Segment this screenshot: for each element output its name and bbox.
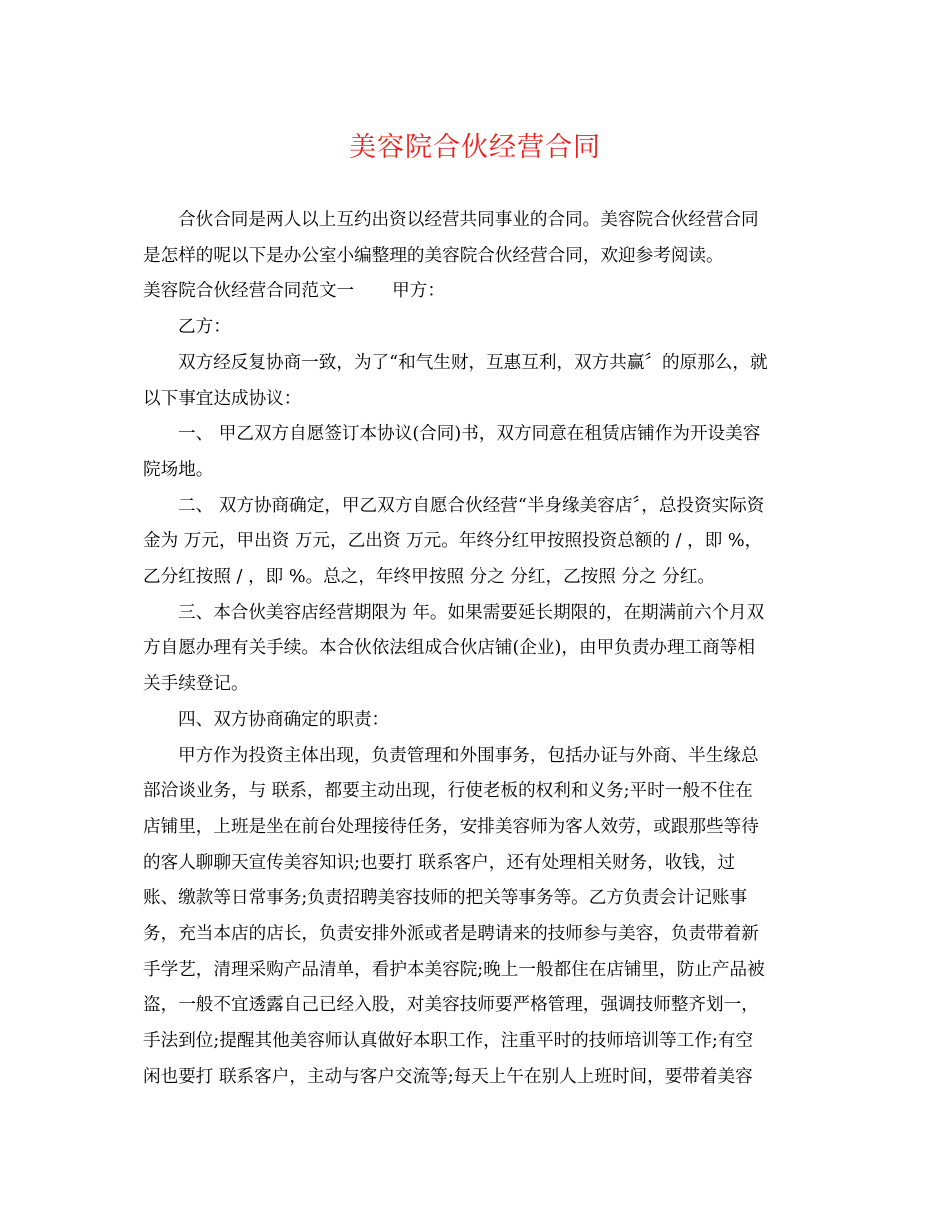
text-line: 甲方作为投资主体出现，负责管理和外围事务，包括办证与外商、半生缘总 <box>178 745 759 766</box>
text-line: 乙分红按照 / ，即 %。总之，年终甲按照 分之 分红，乙按照 分之 分红。 <box>143 567 716 588</box>
text-line: 二、 双方协商确定，甲乙双方自愿合伙经营“半身缘美容店〞，总投资实际资 <box>178 495 765 516</box>
party-a-label: 甲方： <box>392 281 445 302</box>
clause-4-body <box>143 739 811 1096</box>
text-line: 以下事宜达成协议： <box>143 388 302 409</box>
text-line: 是怎样的呢以下是办公室小编整理的美容院合伙经营合同，欢迎参考阅读。 <box>143 245 724 266</box>
party-b-label: 乙方： <box>178 317 231 338</box>
sample-heading-line <box>143 274 811 310</box>
document-title: 美容院合伙经营合同 <box>349 132 601 163</box>
intro-paragraph <box>143 203 811 274</box>
clause-2 <box>143 489 811 596</box>
text-line: 金为 万元，甲出资 万元，乙出资 万元。年终分红甲按照投资总额的 / ，即 %， <box>143 531 763 552</box>
text-line: 店铺里，上班是坐在前台处理接待任务，安排美容师为客人效劳，或跟那些等待 <box>143 816 759 837</box>
text-line: 闲也要打 联系客户，主动与客户交流等;每天上午在别人上班时间，要带着美容 <box>143 1066 753 1087</box>
text-line: 三、本合伙美容店经营期限为 年。如果需要延长期限的，在期满前六个月双 <box>178 602 765 623</box>
text-line: 双方经反复协商一致，为了“和气生财，互惠互利，双方共赢〞的原那么，就 <box>178 352 768 373</box>
text-line: 合伙合同是两人以上互约出资以经营共同事业的合同。美容院合伙经营合同 <box>178 210 759 230</box>
text-line: 方自愿办理有关手续。本合伙依法组成合伙店铺(企业)，由甲负责办理工商等相 <box>143 638 755 659</box>
text-line: 部洽谈业务，与 联系，都要主动出现，行使老板的权利和义务;平时一般不住在 <box>143 781 753 802</box>
text-line: 四、双方协商确定的职责： <box>178 709 390 730</box>
clause-4-heading <box>143 703 811 739</box>
text-line: 关手续登记。 <box>143 674 249 695</box>
sample-heading: 美容院合伙经营合同范文一 <box>143 281 355 302</box>
text-line: 务，充当本店的店长，负责安排外派或者是聘请来的技师参与美容，负责带着新 <box>143 924 759 945</box>
text-line: 手学艺，清理采购产品清单，看护本美容院;晚上一般都住在店铺里，防止产品被 <box>143 959 765 980</box>
party-b-paragraph <box>143 310 811 346</box>
text-line: 手法到位;提醒其他美容师认真做好本职工作，注重平时的技师培训等工作;有空 <box>143 1031 754 1052</box>
clause-1 <box>143 417 811 488</box>
text-line: 盗，一般不宜透露自己已经入股，对美容技师要严格管理，强调技师整齐划一， <box>143 995 759 1016</box>
text-line <box>143 274 811 310</box>
text-line <box>143 310 811 346</box>
text-line: 院场地。 <box>143 459 214 480</box>
document-body <box>143 203 811 1096</box>
text-line: 账、缴款等日常事务;负责招聘美容技师的把关等事务等。乙方负责会计记账事 <box>143 888 748 909</box>
text-line: 一、 甲乙双方自愿签订本协议(合同)书，双方同意在租赁店铺作为开设美容 <box>178 424 761 445</box>
clause-3 <box>143 596 811 703</box>
agreement-paragraph <box>143 346 811 417</box>
text-line: 的客人聊聊天宣传美容知识;也要打 联系客户，还有处理相关财务，收钱，过 <box>143 852 736 873</box>
